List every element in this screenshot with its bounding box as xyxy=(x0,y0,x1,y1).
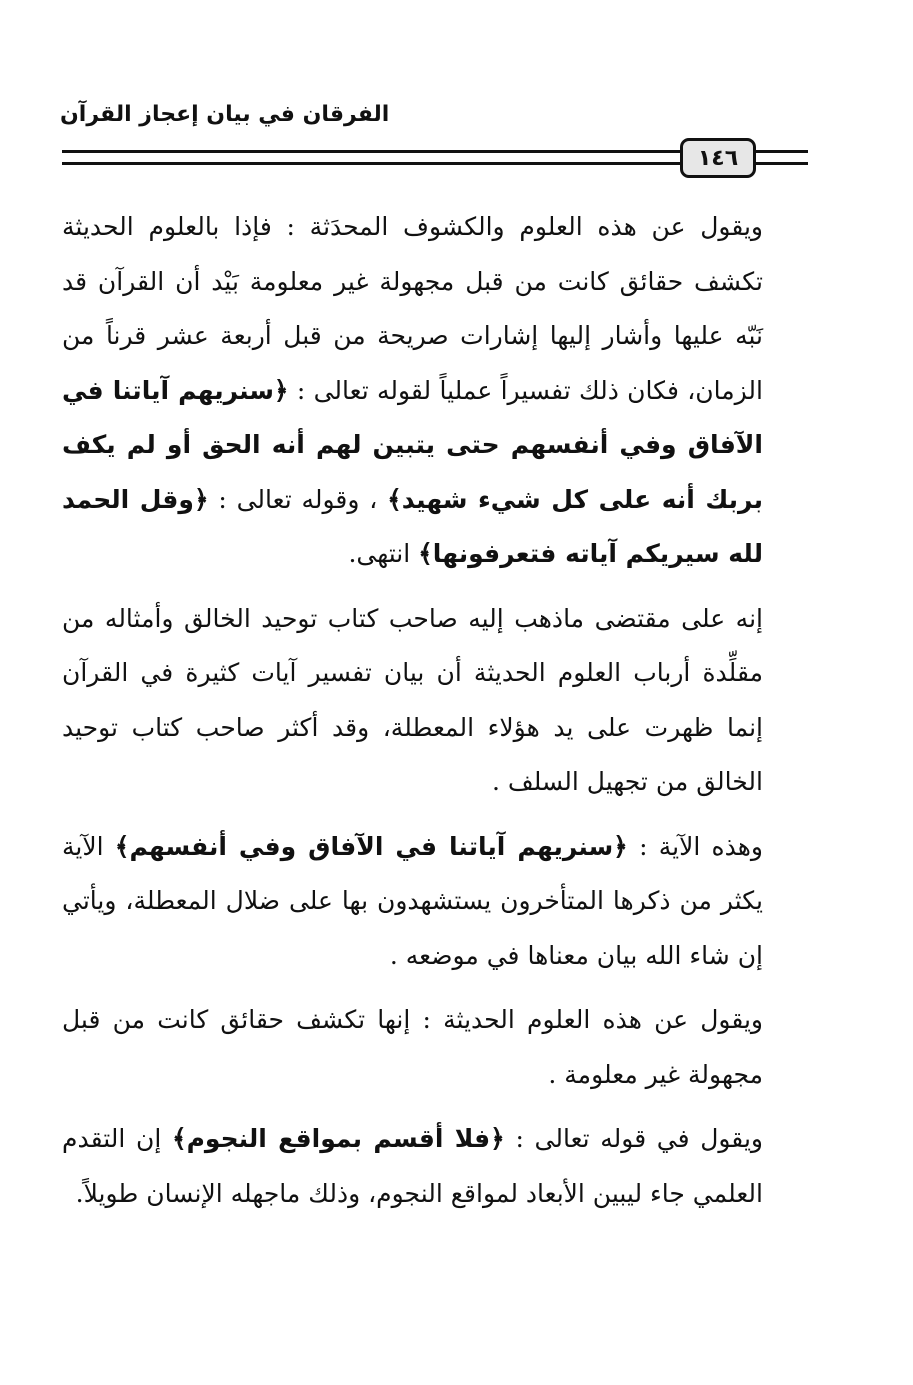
paragraph-text: ويقول عن هذه العلوم الحديثة : إنها تكشف حقائق كانت من قبل مجهولة غير معلومة . xyxy=(62,1005,763,1089)
paragraph xyxy=(62,993,807,1102)
paragraph-text: الآية يكثر من ذكرها المتأخرون يستشهدون بها على ضلال المعطلة، ويأتي إن شاء الله بيان معناها في موضعه . xyxy=(62,831,763,970)
paragraph-text: وهذه الآية : xyxy=(627,831,763,861)
paragraph-text: إنه على مقتضى ماذهب إليه صاحب كتاب توحيد الخالق وأمثاله من مقلِّدة أرباب العلوم الحديثة أن بيان تفسير آيات كثيرة في القرآن إنما ظهرت على يد هؤلاء المعطلة، وقد أكثر صاحب كتاب توحيد الخالق من تجهيل السلف . xyxy=(62,603,763,796)
page-number-badge xyxy=(680,138,756,178)
paragraph xyxy=(62,1112,807,1221)
paragraph-text: ويقول في قوله تعالى : xyxy=(504,1124,763,1153)
quran-verse: ﴿وقل الحمد لله سيريكم آياته فتعرفونها﴾ xyxy=(62,484,763,568)
header-rule-left-top xyxy=(62,150,680,153)
page-number: ١٤٦ xyxy=(697,145,739,171)
quran-verse: ﴿فلا أقسم بمواقع النجوم﴾ xyxy=(171,1124,505,1153)
paragraph-text: انتهى. xyxy=(348,539,419,568)
header-rule-left-bottom xyxy=(62,162,680,165)
paragraph-text: ويقول عن هذه العلوم والكشوف المحدَثة : فإذا بالعلوم الحديثة تكشف حقائق كانت من قبل مجهولة غير معلومة بَيْد أن القرآن قد نَبّه عليها وأشار إليها إشارات صريحة من قبل أربعة عشر قرناً من الزمان، فكان ذلك تفسيراً عملياً لقوله تعالى : xyxy=(62,212,763,405)
page-body-text xyxy=(62,200,807,1231)
paragraph xyxy=(62,200,807,582)
header-rule-right-bottom xyxy=(756,162,808,165)
paragraph-text: ، وقوله تعالى : xyxy=(208,484,388,514)
paragraph-text: إن التقدم العلمي جاء ليبين الأبعاد لمواقع النجوم، وذلك ماجهله الإنسان طويلاً. xyxy=(62,1124,763,1208)
running-header-title: الفرقان في بيان إعجاز القرآن xyxy=(60,102,390,127)
quran-verse: ﴿سنريهم آياتنا في الآفاق وفي أنفسهم﴾ xyxy=(114,831,628,861)
paragraph xyxy=(62,820,807,984)
quran-verse: ﴿سنريهم آياتنا في الآفاق وفي أنفسهم حتى يتبين لهم أنه الحق أو لم يكف بربك أنه على كل شيء شهيد﴾ xyxy=(62,375,763,514)
paragraph xyxy=(62,592,807,810)
header-rule-right-top xyxy=(756,150,808,153)
